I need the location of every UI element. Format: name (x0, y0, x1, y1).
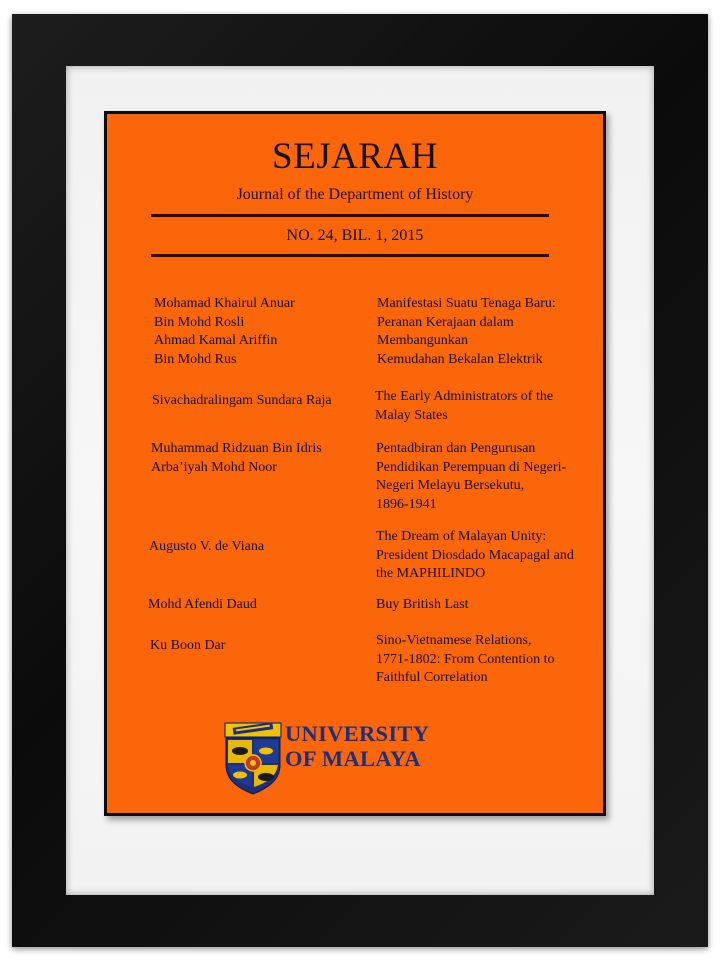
contents-article-title (376, 596, 469, 615)
author-line: Ku Boon Dar (150, 638, 226, 653)
author-line: Muhammad Ridzuan Bin Idris (151, 441, 322, 456)
contents-authors (149, 538, 264, 557)
author-line: Augusto V. de Viana (149, 539, 265, 554)
article-title-line: 1771-1802: From Contention to (376, 651, 555, 667)
journal-cover (104, 111, 606, 816)
contents-article-title (377, 295, 556, 369)
author-line: Ahmad Kamal Ariffin (154, 333, 278, 348)
author-line: Bin Mohd Rosli (154, 314, 245, 330)
contents-article-title (376, 632, 555, 688)
article-title-line: 1896-1941 (376, 496, 437, 512)
article-title-line: Kemudahan Bekalan Elektrik (377, 351, 543, 367)
article-title-line: Pentadbiran dan Pengurusan (376, 441, 536, 456)
contents-authors (154, 295, 295, 369)
university-logo (222, 721, 462, 801)
logo-text-line-1: UNIVERSITY (285, 721, 430, 746)
article-title-line: Malay States (375, 407, 448, 423)
article-title-line: Faithful Correlation (376, 670, 488, 685)
article-title-line: Buy British Last (376, 597, 469, 612)
article-title-line: Peranan Kerajaan dalam (377, 314, 514, 330)
article-title-line: The Dream of Malayan Unity: (376, 529, 547, 544)
contents-article-title (376, 528, 574, 584)
top-divider (151, 214, 549, 217)
article-title-line: Negeri Melayu Bersekutu, (376, 478, 525, 493)
journal-subtitle: Journal of the Department of History (236, 186, 474, 203)
author-line: Sivachadralingam Sundara Raja (152, 393, 332, 408)
article-title-line: Pendidikan Perempuan di Negeri- (376, 459, 567, 475)
author-line: Arba’iyah Mohd Noor (151, 459, 277, 475)
logo-text-line-2: OF MALAYA (285, 746, 421, 771)
author-line: Mohd Afendi Daud (148, 597, 257, 612)
contents-authors (152, 392, 332, 411)
author-line: Bin Mohd Rus (154, 351, 237, 367)
article-title-line: The Early Administrators of the (375, 389, 554, 404)
contents-article-title (375, 388, 553, 425)
author-line: Mohamad Khairul Anuar (154, 296, 295, 311)
article-title-line: Manifestasi Suatu Tenaga Baru: (377, 296, 556, 311)
contents-authors (148, 596, 257, 615)
journal-title: SEJARAH (272, 136, 438, 177)
article-title-line: the MAPHILINDO (376, 566, 486, 581)
contents-authors (150, 637, 225, 656)
article-title-line: Membangunkan (377, 333, 468, 348)
bottom-divider (151, 254, 549, 257)
contents-article-title (376, 440, 566, 514)
article-title-line: President Diosdado Macapagal and (376, 547, 574, 563)
contents-authors (151, 440, 322, 477)
issue-number: NO. 24, BIL. 1, 2015 (286, 227, 424, 244)
article-title-line: Sino-Vietnamese Relations, (376, 633, 532, 648)
university-crest-icon (222, 721, 284, 795)
